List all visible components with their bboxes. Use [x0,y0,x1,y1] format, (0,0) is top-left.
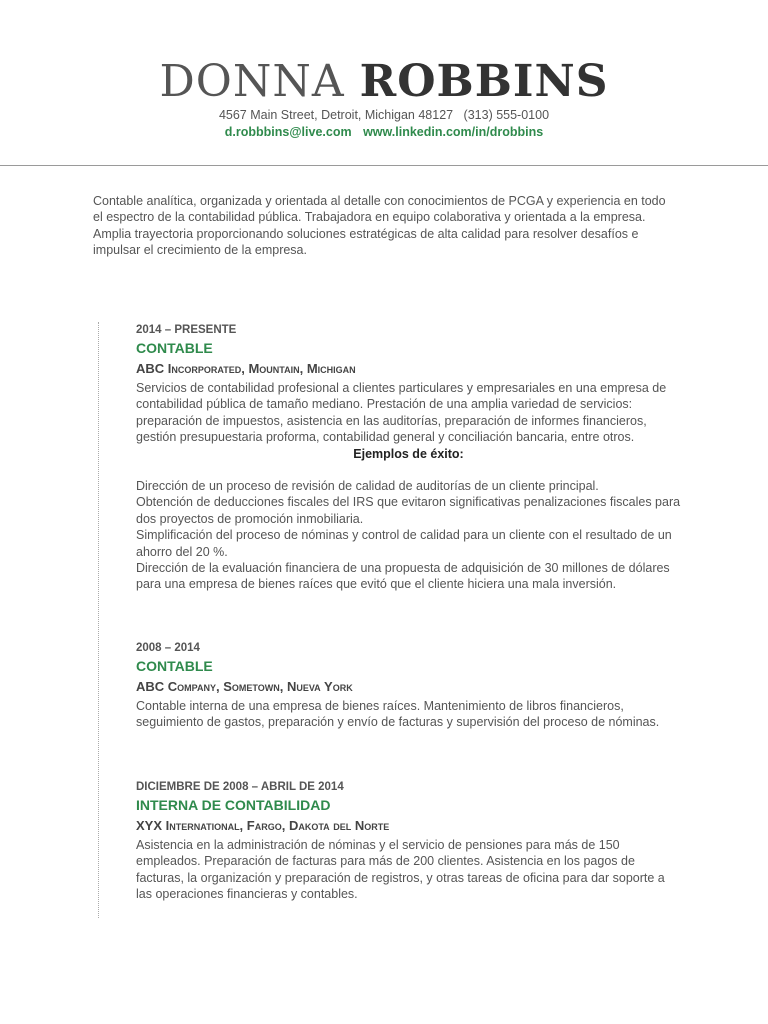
email-link[interactable]: d.robbbins@live.com [224,125,352,139]
job-company: XYX International, Fargo, Dakota del Norte [136,818,390,833]
job-title: CONTABLE [136,340,213,356]
linkedin-link[interactable]: www.linkedin.com/in/drobbins [363,125,544,139]
candidate-name [0,56,768,108]
summary-text: Contable analítica, organizada y orientada al detalle con conocimientos de PCGA y experiencia en todo el espectro de la contabilidad pública. Trabajadora en equipo colaborativa y orientada a la empresa. Amplia trayectoria proporcionando soluciones estratégicas de alta calidad para resolver desafíos e impulsar el crecimiento de la empresa. [93,194,666,258]
first-name: DONNA [159,56,345,107]
job-entry [136,322,681,593]
job-date: DICIEMBRE DE 2008 – ABRIL DE 2014 [136,781,344,793]
achievement-item: Simplificación del proceso de nóminas y control de calidad para un cliente con el resultado de un ahorro del 20 %. [136,528,672,559]
job-title: INTERNA DE CONTABILIDAD [136,797,331,813]
job-description: Contable interna de una empresa de bienes raíces. Mantenimiento de libros financieros, seguimiento de gastos, preparación y envío de facturas y supervisión del proceso de nóminas. [136,699,660,730]
achievements-heading: Ejemplos de éxito: [353,446,464,461]
achievement-item: Obtención de deducciones fiscales del IRS que evitaron significativas penalizaciones fiscales para dos proyectos de promoción inmobiliaria. [136,495,681,526]
job-date: 2014 – PRESENTE [136,324,237,336]
job-description: Asistencia en la administración de nóminas y el servicio de pensiones para más de 150 empleados. Preparación de facturas para más de 200 clientes. Asistencia en los pagos de facturas, la organización y preparación de registros, y otras tareas de oficina para dar soporte a las operaciones financieras y contables. [136,838,665,902]
header-divider [0,165,768,166]
job-company: ABC Incorporated, Mountain, Michigan [136,361,356,376]
phone: (313) 555-0100 [463,108,550,122]
job-title: CONTABLE [136,658,213,674]
achievement-item: Dirección de un proceso de revisión de calidad de auditorías de un cliente principal. [136,479,599,494]
achievements-list [136,478,681,593]
address: 4567 Main Street, Detroit, Michigan 48127 [218,108,454,122]
job-company: ABC Company, Sometown, Nueva York [136,679,353,694]
job-date: 2008 – 2014 [136,642,200,654]
job-description: Servicios de contabilidad profesional a clientes particulares y empresariales en una empresa de contabilidad pública de tamaño mediano. Prestación de una amplia variedad de servicios: preparación de impuestos, asistencia en las auditorías, preparación de informes financieros, gestión presupuestaria proforma, contabilidad general y conciliación bancaria, entre otros. [136,381,667,445]
job-entry [136,640,681,731]
achievement-item: Dirección de la evaluación financiera de una propuesta de adquisición de 30 millones de dólares para una empresa de bienes raíces que evitó que el cliente hiciera una mala inversión. [136,561,670,592]
timeline-line [98,322,99,918]
links-line [0,124,768,141]
last-name: ROBBINS [359,56,609,107]
contact-line [0,107,768,124]
job-entry [136,779,681,903]
